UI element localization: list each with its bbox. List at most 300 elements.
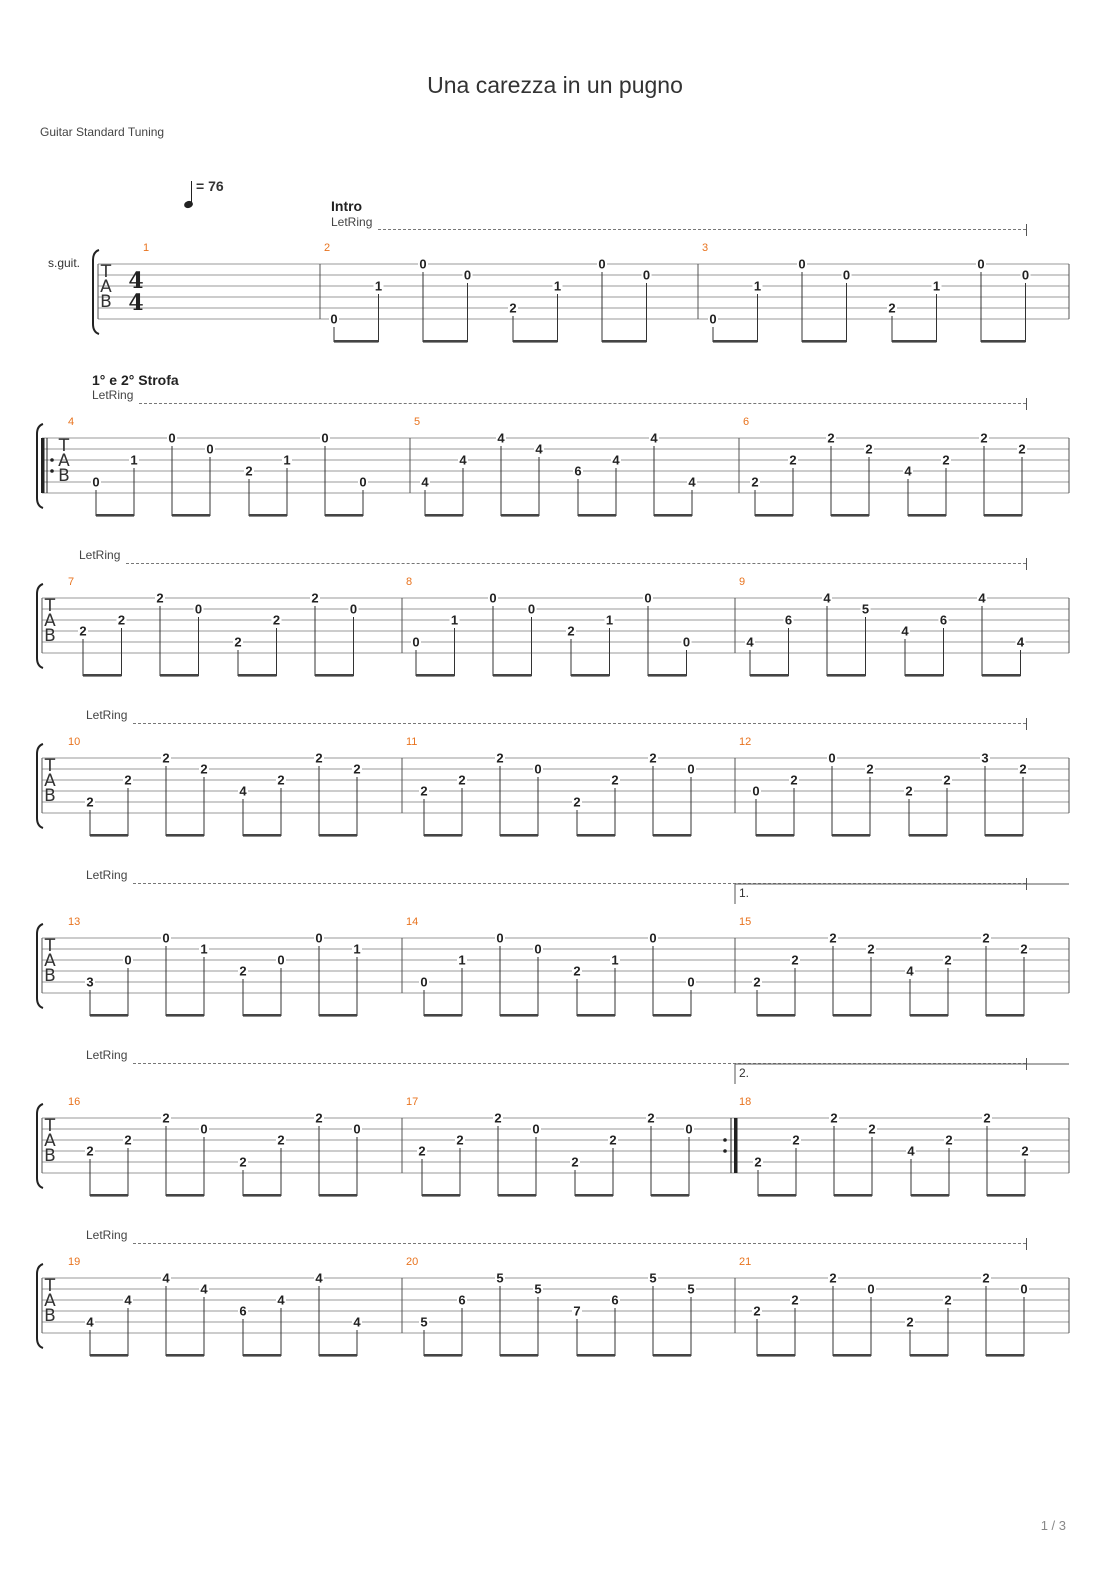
fret-number: 2 [865,441,873,457]
beam [166,834,204,837]
repeat-dot [723,1138,727,1142]
fret-number: 2 [86,1143,94,1159]
fret-number: 4 [746,634,754,650]
beam [757,1354,795,1357]
fret-number: 1 [450,612,459,628]
beam [757,1014,795,1017]
fret-number: 4 [162,1270,170,1286]
fret-number: 2 [754,1154,762,1170]
fret-number: 0 [1020,1281,1028,1297]
fret-number: 0 [124,952,132,968]
beam [423,340,468,343]
fret-number: 2 [245,463,253,479]
fret-number: 2 [315,750,323,766]
beam [424,1354,462,1357]
fret-number: 0 [420,974,428,990]
tab-letter: T [44,1276,56,1296]
fret-number: 1 [605,612,614,628]
fret-number: 2 [790,772,798,788]
fret-number: 2 [239,963,247,979]
fret-number: 1 [374,278,383,294]
tab-staff-svg [0,1254,1110,1384]
fret-number: 4 [353,1314,361,1330]
beam [653,1014,691,1017]
beam [319,1354,357,1357]
fret-number: 0 [687,974,695,990]
beam [334,340,379,343]
fret-number: 0 [867,1281,875,1297]
fret-number: 6 [784,612,793,628]
fret-number: 2 [496,750,504,766]
tab-letter: A [44,611,56,631]
fret-number: 3 [981,750,989,766]
beam [96,514,134,517]
fret-number: 2 [1018,441,1026,457]
fret-number: 2 [829,1270,837,1286]
fret-number: 0 [685,1121,693,1137]
beam [319,834,357,837]
fret-number: 5 [534,1281,542,1297]
fret-number: 2 [888,300,896,316]
fret-number: 2 [753,1303,761,1319]
fret-number: 2 [162,750,170,766]
fret-number: 2 [791,952,799,968]
let-ring-line [139,403,1026,404]
beam [755,514,793,517]
beam [985,834,1023,837]
tab-staff-svg [0,414,1110,544]
tab-system-7 [0,1254,1110,1364]
fret-number: 4 [239,783,247,799]
fret-number: 2 [567,623,575,639]
measure-number: 15 [739,916,752,928]
tempo-value: = 76 [196,178,224,194]
tuning-label: Guitar Standard Tuning [40,125,165,139]
fret-number: 0 [682,634,691,650]
volta-label: 2. [739,1066,750,1080]
tab-letter: A [44,1131,56,1151]
fret-number: 2 [117,612,126,628]
repeat-dot [50,458,54,462]
tab-staff-svg [0,886,1110,1044]
fret-number: 5 [861,601,870,617]
beam [750,674,789,677]
beam [984,514,1022,517]
beam [909,834,947,837]
fret-number: 2 [239,1154,247,1170]
beam [493,674,532,677]
fret-number: 0 [496,930,504,946]
fret-number: 5 [649,1270,657,1286]
tab-letter: T [100,262,112,282]
fret-number: 1 [200,941,208,957]
fret-number: 2 [86,794,94,810]
beam [832,834,870,837]
beam [577,1014,615,1017]
tab-letter: T [44,1116,56,1136]
fret-number: 2 [905,783,913,799]
tab-letter: A [44,1291,56,1311]
fret-number: 0 [206,441,214,457]
beam [833,1354,871,1357]
let-ring-line [133,723,1026,724]
fret-number: 2 [906,1314,914,1330]
time-signature: 4 [128,290,144,316]
fret-number: 0 [649,930,657,946]
beam [90,834,128,837]
beam [911,1194,949,1197]
fret-number: 0 [687,761,695,777]
tab-letter: A [58,451,70,471]
let-ring-end [1026,398,1027,410]
fret-number: 4 [497,430,505,446]
section-label-strofa: 1° e 2° Strofa [92,372,179,388]
tab-letter: B [44,1146,56,1166]
measure-number: 2 [324,242,331,254]
fret-number: 2 [573,794,581,810]
fret-number: 4 [1016,634,1025,650]
measure-number: 9 [739,576,746,588]
fret-number: 2 [751,474,759,490]
measure-number: 12 [739,736,752,748]
fret-number: 4 [907,1143,915,1159]
beam [986,1354,1024,1357]
fret-number: 2 [980,430,988,446]
fret-number: 2 [983,1110,991,1126]
fret-number: 2 [982,930,990,946]
beam [982,674,1021,677]
fret-number: 0 [321,430,329,446]
beam [319,1014,357,1017]
let-ring-end [1026,558,1027,570]
fret-number: 6 [239,1303,247,1319]
fret-number: 6 [458,1292,466,1308]
beam [172,514,210,517]
fret-number: 2 [942,452,950,468]
fret-number: 4 [86,1314,94,1330]
tab-system-4 [0,734,1110,844]
measure-number: 4 [68,416,75,428]
fret-number: 2 [315,1110,323,1126]
fret-number: 4 [650,430,658,446]
fret-number: 4 [688,474,696,490]
beam [422,1194,460,1197]
tab-letter: B [44,1306,56,1326]
let-ring-label: LetRing [331,215,373,229]
fret-number: 2 [753,974,761,990]
beam [325,514,363,517]
fret-number: 2 [647,1110,655,1126]
beam [90,1014,128,1017]
repeat-dot [723,1149,727,1153]
tab-letter: T [58,436,70,456]
beam [892,340,937,343]
measure-number: 16 [68,1096,81,1108]
tab-system-3 [0,574,1110,684]
let-ring-label: LetRing [92,388,134,402]
fret-number: 0 [330,311,338,327]
beam [166,1354,204,1357]
fret-number: 3 [86,974,94,990]
fret-number: 1 [553,278,562,294]
fret-number: 0 [162,930,170,946]
measure-number: 5 [414,416,421,428]
fret-number: 2 [867,941,875,957]
fret-number: 2 [611,772,619,788]
beam [166,1014,204,1017]
fret-number: 0 [315,930,323,946]
measure-number: 1 [143,242,150,254]
fret-number: 4 [906,963,914,979]
fret-number: 0 [92,474,100,490]
measure-number: 6 [743,416,750,428]
fret-number: 2 [866,761,874,777]
fret-number: 0 [842,267,851,283]
beam [653,834,691,837]
measure-number: 18 [739,1096,752,1108]
beam [571,674,610,677]
let-ring-end [1026,1238,1027,1250]
beam [90,1354,128,1357]
fret-number: 2 [124,772,132,788]
beam [319,1194,357,1197]
beam [243,1194,281,1197]
beam [651,1194,689,1197]
beam [908,514,946,517]
beam [578,514,616,517]
fret-number: 2 [311,590,319,606]
beam [602,340,647,343]
beam [648,674,687,677]
fret-number: 2 [458,772,466,788]
fret-number: 2 [609,1132,617,1148]
fret-number: 2 [649,750,657,766]
fret-number: 2 [200,761,208,777]
fret-number: 0 [463,267,472,283]
let-ring-label: LetRing [86,868,128,882]
fret-number: 0 [532,1121,540,1137]
fret-number: 2 [79,623,87,639]
measure-number: 21 [739,1256,752,1268]
fret-number: 0 [1021,267,1030,283]
fret-number: 2 [353,761,361,777]
measure-number: 11 [406,736,418,748]
let-ring-label: LetRing [86,1228,128,1242]
fret-number: 2 [418,1143,426,1159]
fret-number: 2 [943,772,951,788]
volta-label: 1. [739,886,750,900]
beam [90,1194,128,1197]
fret-number: 2 [509,300,517,316]
fret-number: 4 [459,452,467,468]
beam [513,340,558,343]
measure-number: 13 [68,916,81,928]
tab-staff-svg [0,1066,1110,1224]
fret-number: 2 [571,1154,579,1170]
measure-number: 20 [406,1256,419,1268]
fret-number: 1 [130,452,138,468]
fret-number: 6 [574,463,582,479]
fret-number: 1 [932,278,941,294]
let-ring-label: LetRing [79,548,121,562]
fret-number: 1 [611,952,619,968]
fret-number: 2 [827,430,835,446]
page-indicator: 1 / 3 [1040,1518,1066,1533]
beam [986,1014,1024,1017]
beam [987,1194,1025,1197]
measure-number: 14 [406,916,419,928]
beam [501,514,539,517]
tab-letter: T [44,936,56,956]
tab-system-6 [0,1066,1110,1204]
section-label-intro: Intro [331,198,363,214]
fret-number: 0 [349,601,358,617]
beam [500,1014,538,1017]
fret-number: 2 [272,612,281,628]
fret-number: 2 [573,963,581,979]
measure-number: 7 [68,576,75,588]
fret-number: 5 [420,1314,428,1330]
fret-number: 0 [598,256,606,272]
tab-letter: B [44,966,56,986]
fret-number: 5 [496,1270,504,1286]
measure-number: 10 [68,736,81,748]
fret-number: 0 [168,430,176,446]
fret-number: 0 [489,590,497,606]
fret-number: 0 [200,1121,208,1137]
fret-number: 0 [709,311,717,327]
fret-number: 1 [753,278,762,294]
fret-number: 4 [823,590,831,606]
fret-number: 2 [789,452,797,468]
fret-number: 2 [1020,941,1028,957]
beam [500,834,538,837]
fret-number: 2 [456,1132,464,1148]
fret-number: 4 [901,623,909,639]
fret-number: 0 [828,750,836,766]
fret-number: 2 [944,1292,952,1308]
beam [577,834,615,837]
beam [424,834,462,837]
tab-staff-svg [0,734,1110,864]
fret-number: 0 [534,761,542,777]
fret-number: 0 [359,474,367,490]
beam [802,340,847,343]
beam [833,1014,871,1017]
fret-number: 2 [124,1132,132,1148]
beam [910,1354,948,1357]
time-signature: 4 [128,268,144,294]
song-title: Una carezza in un pugno [427,72,683,98]
quarter-note-icon [184,178,194,208]
measure-number: 3 [702,242,709,254]
beam [416,674,455,677]
fret-number: 1 [283,452,291,468]
fret-number: 4 [978,590,986,606]
beam [575,1194,613,1197]
let-ring-end [1026,224,1027,236]
tab-letter: B [100,292,112,312]
beam [831,514,869,517]
tab-letter: A [44,951,56,971]
repeat-dot [50,469,54,473]
beam [238,674,277,677]
tab-letter: A [44,771,56,791]
instrument-label: s.guit. [48,256,81,270]
fret-number: 4 [535,441,543,457]
beam [910,1014,948,1017]
fret-number: 4 [612,452,620,468]
fret-number: 5 [687,1281,695,1297]
fret-number: 7 [573,1303,581,1319]
tab-system-1 [0,240,1110,350]
fret-number: 2 [868,1121,876,1137]
measure-number: 19 [68,1256,81,1268]
fret-number: 2 [982,1270,990,1286]
beam [834,1194,872,1197]
beam [243,834,281,837]
let-ring-end [1026,718,1027,730]
fret-number: 0 [644,590,652,606]
let-ring-line [133,1243,1026,1244]
fret-number: 2 [945,1132,953,1148]
beam [654,514,692,517]
tab-staff-svg [0,240,1110,370]
fret-number: 0 [194,601,203,617]
fret-number: 4 [315,1270,323,1286]
fret-number: 2 [156,590,164,606]
let-ring-label: LetRing [86,1048,128,1062]
beam [713,340,758,343]
tab-letter: B [44,786,56,806]
tab-letter: A [100,277,112,297]
fret-number: 2 [162,1110,170,1126]
repeat-end-thick-bar [734,1118,738,1173]
tab-letter: B [44,626,56,646]
fret-number: 0 [534,941,542,957]
let-ring-label: LetRing [86,708,128,722]
beam [827,674,866,677]
beam [981,340,1026,343]
fret-number: 4 [904,463,912,479]
fret-number: 0 [277,952,285,968]
beam [758,1194,796,1197]
fret-number: 0 [527,601,536,617]
beam [905,674,944,677]
tempo-marking [184,178,224,208]
tab-system-2 [0,414,1110,524]
fret-number: 0 [752,783,760,799]
beam [756,834,794,837]
fret-number: 2 [791,1292,799,1308]
beam [166,1194,204,1197]
fret-number: 4 [421,474,429,490]
fret-number: 2 [277,1132,285,1148]
beam [498,1194,536,1197]
beam [577,1354,615,1357]
beam [243,1354,281,1357]
beam [160,674,199,677]
beam [500,1354,538,1357]
fret-number: 4 [124,1292,132,1308]
tab-system-5 [0,886,1110,1024]
beam [653,1354,691,1357]
fret-number: 2 [1021,1143,1029,1159]
measure-number: 17 [406,1096,419,1108]
beam [243,1014,281,1017]
measure-number: 8 [406,576,413,588]
fret-number: 2 [420,783,428,799]
